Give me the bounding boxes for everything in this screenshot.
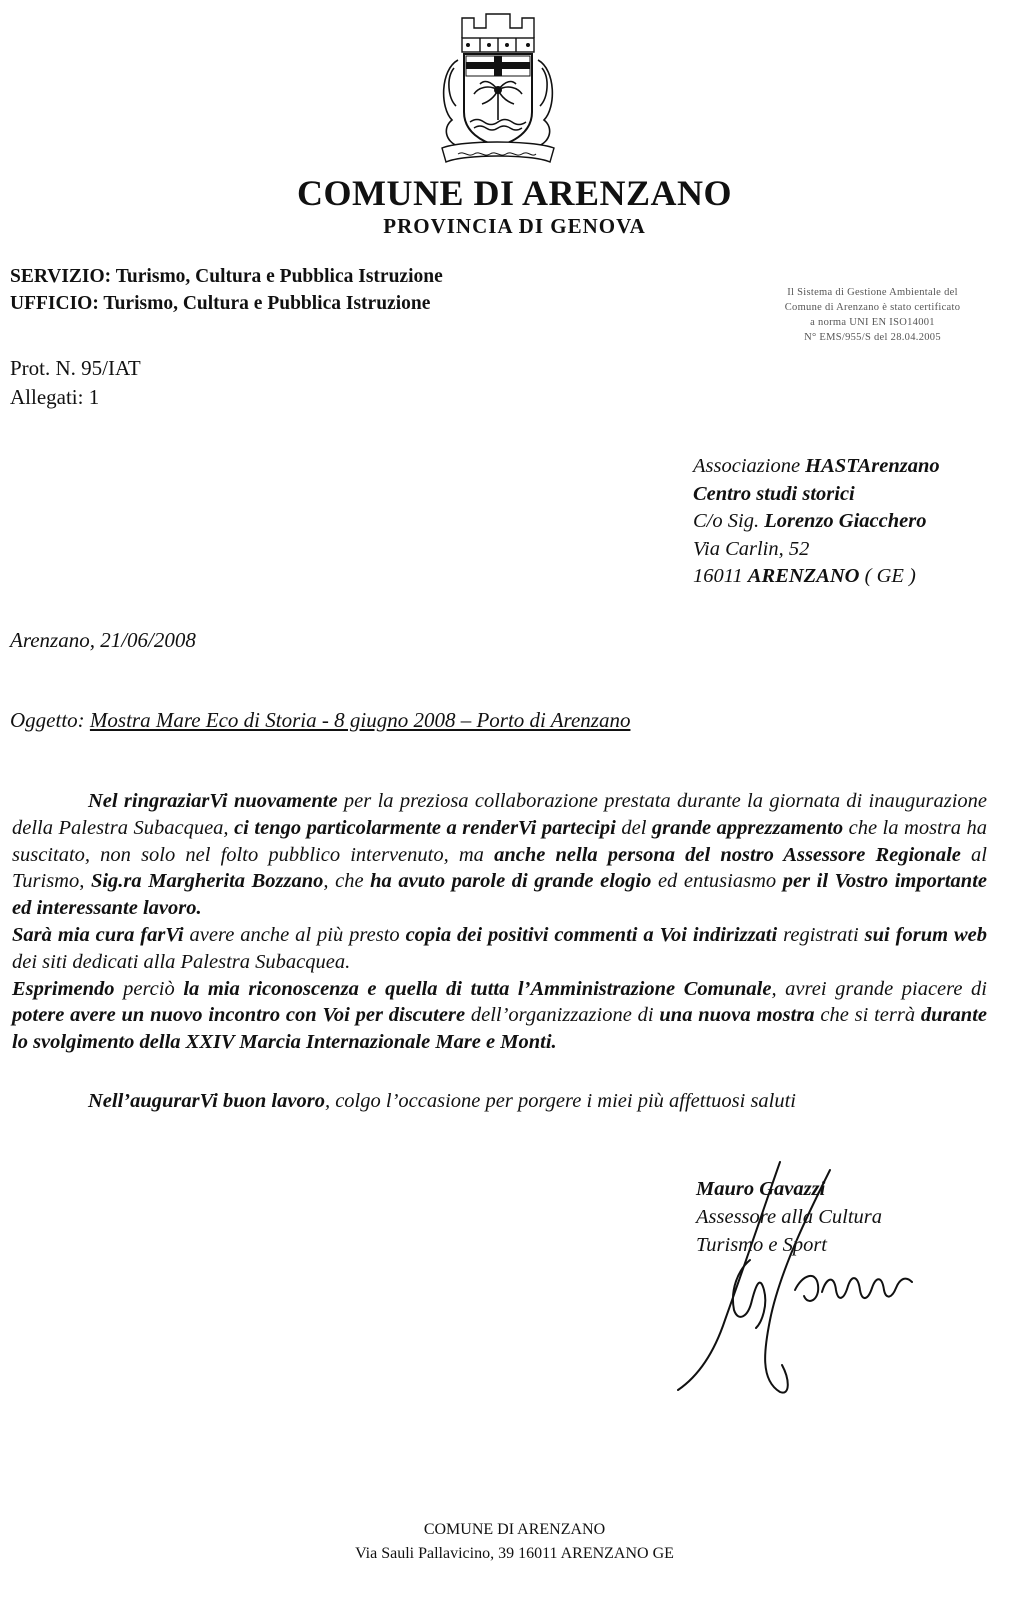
emphasis-text: ci tengo particolarmente a renderVi partecipi	[234, 816, 616, 839]
body-text-run: , avrei grande piacere di	[771, 977, 987, 1000]
body-text-run: al Turismo,	[12, 843, 987, 893]
recipient-contact: Lorenzo Giacchero	[764, 510, 927, 532]
cert-line: a norma UNI EN ISO14001	[810, 317, 935, 328]
signer-name: Mauro Gavazzi	[696, 1178, 826, 1200]
footer	[0, 1518, 1029, 1566]
servizio-value: Turismo, Cultura e Pubblica Istruzione	[115, 266, 443, 287]
footer-municipality: COMUNE DI ARENZANO	[423, 1521, 606, 1538]
emphasis-text: copia dei positivi commenti a Voi indirizzati	[405, 923, 778, 946]
ufficio-line	[10, 290, 443, 317]
recipient-city: ARENZANO	[747, 565, 860, 587]
body-text-run: perciò	[114, 977, 184, 1000]
emphasis-text: Esprimendo	[12, 977, 115, 1000]
letter-date: Arenzano, 21/06/2008	[10, 628, 196, 652]
emphasis-text: la mia riconoscenza e quella di tutta l’Amministrazione Comunale	[183, 977, 772, 1000]
subject-value: Mostra Mare Eco di Storia - 8 giugno 2008 – Porto di Arenzano	[89, 708, 631, 732]
body-text-run: per la preziosa collaborazione prestata durante la giornata di inaugurazione della Palestra Subacquea,	[12, 790, 987, 839]
recipient-line-3	[693, 508, 940, 536]
body-text-run: dei siti dedicati alla Palestra Subacquea.	[12, 950, 351, 973]
municipality-title: COMUNE DI ARENZANO	[296, 173, 733, 213]
signer-role-1: Assessore alla Cultura	[696, 1206, 883, 1228]
emphasis-text: durante lo svolgimento della XXIV Marcia Internazionale Mare e Monti.	[12, 1004, 987, 1054]
signer-role-2: Turismo e Sport	[696, 1234, 827, 1256]
coat-of-arms-icon	[432, 8, 564, 168]
cert-line: Il Sistema di Gestione Ambientale del	[787, 287, 958, 298]
body-text-run: che si terrà	[814, 1004, 921, 1027]
body-text-run: registrati	[777, 923, 865, 946]
servizio-label: SERVIZIO:	[10, 266, 112, 287]
emphasis-text: grande apprezzamento	[651, 816, 844, 839]
emphasis-text: per il Vostro importante ed interessante lavoro.	[12, 870, 987, 920]
ufficio-value: Turismo, Cultura e Pubblica Istruzione	[103, 293, 431, 314]
recipient-line-2: Centro studi storici	[693, 482, 855, 505]
body-text-run: dell’organizzazione di	[465, 1004, 660, 1027]
closing-rest: , colgo l’occasione per porgere i miei più affettuosi saluti	[324, 1090, 797, 1112]
recipient-line-1	[693, 453, 940, 481]
body-text-run: avere anche al più presto	[183, 923, 406, 946]
emphasis-text: Nel ringraziarVi nuovamente	[88, 790, 338, 812]
handwritten-signature	[630, 1150, 930, 1410]
letter-body	[12, 788, 987, 1056]
body-paragraph-1	[12, 788, 987, 922]
body-paragraph-3	[12, 976, 987, 1056]
emphasis-text: ha avuto parole di grande elogio	[370, 870, 652, 893]
protocol-number: Prot. N. 95/IAT	[10, 356, 141, 380]
environmental-certification-note	[745, 285, 1000, 345]
recipient-province: ( GE )	[864, 565, 916, 587]
subject-label: Oggetto:	[10, 708, 85, 732]
servizio-line	[10, 263, 443, 290]
recipient-line-5	[693, 563, 940, 591]
recipient-cap: 16011	[693, 565, 743, 587]
recipient-address	[693, 453, 940, 591]
recipient-name: HASTArenzano	[805, 455, 940, 477]
cert-line: Comune di Arenzano è stato certificato	[784, 302, 961, 313]
recipient-care-of: C/o Sig.	[693, 510, 760, 532]
emphasis-text: sui forum web	[864, 923, 987, 946]
emphasis-text: una nuova mostra	[659, 1004, 815, 1027]
body-paragraph-2	[12, 922, 987, 976]
body-text-run: del	[615, 816, 652, 839]
closing-bold: Nell’augurarVi buon lavoro	[88, 1090, 325, 1112]
emphasis-text: anche nella persona del nostro Assessore Regionale	[494, 843, 961, 866]
body-text-run: , che	[323, 870, 371, 893]
emphasis-text: Sarà mia cura farVi	[12, 923, 184, 946]
subject-line	[10, 708, 630, 733]
service-block	[10, 263, 443, 317]
footer-address: Via Sauli Pallavicino, 39 16011 ARENZANO GE	[355, 1545, 674, 1562]
emphasis-text: Sig.ra Margherita Bozzano	[90, 870, 324, 893]
attachments-count: Allegati: 1	[10, 385, 100, 409]
cert-line: N° EMS/955/S del 28.04.2005	[804, 332, 941, 343]
province-subtitle: PROVINCIA DI GENOVA	[383, 214, 646, 238]
body-text-run: che la mostra ha suscitato, non solo nel folto pubblico intervenuto, ma	[12, 816, 987, 866]
recipient-line-4: Via Carlin, 52	[693, 537, 810, 560]
emphasis-text: potere avere un nuovo incontro con Voi per discutere	[12, 1004, 466, 1027]
recipient-prefix: Associazione	[693, 455, 801, 477]
protocol-block	[10, 354, 141, 412]
closing-line	[88, 1090, 796, 1113]
body-text-run: ed entusiasmo	[651, 870, 783, 893]
ufficio-label: UFFICIO:	[10, 293, 99, 314]
